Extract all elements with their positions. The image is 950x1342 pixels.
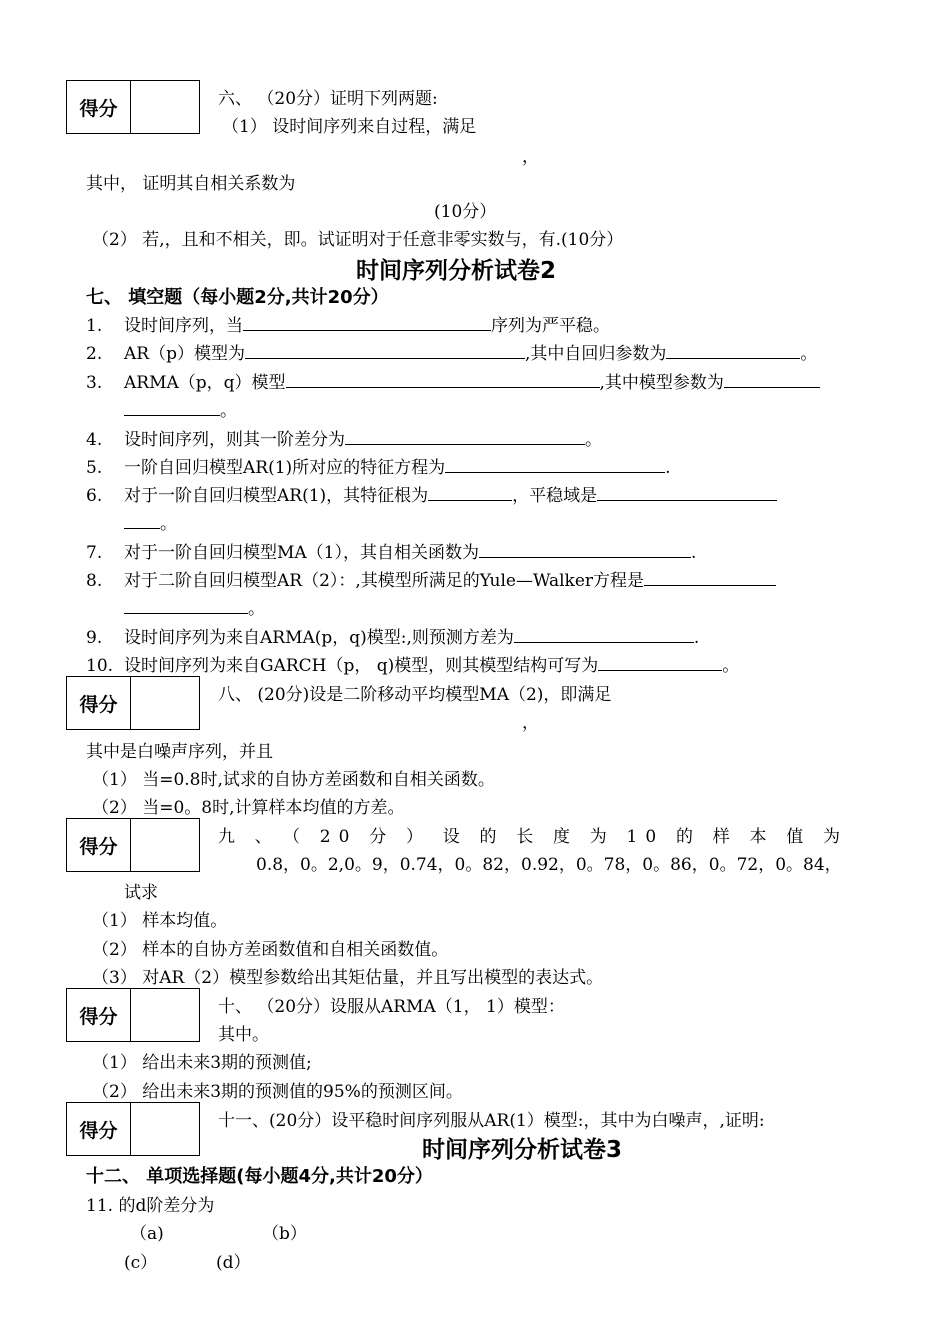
q9-line3: （2） 样本的自协方差函数值和自相关函数值。 [92, 940, 449, 960]
choice-item-11: 11. 的d阶差分为 [86, 1196, 215, 1216]
option-b[interactable]: （b） [262, 1224, 307, 1244]
q11-heading: 十一、(20分）设平稳时间序列服从AR(1）模型:，其中为白噪声，,证明: [218, 1111, 765, 1131]
score-box-q10 [66, 988, 200, 1042]
q9-line4: （3） 对AR（2）模型参数给出其矩估量，并且写出模型的表达式。 [92, 968, 604, 988]
fill-item-5: 5. 一阶自回归模型AR(1)所对应的特征方程为 . [86, 458, 671, 478]
score-label: 得分 [67, 677, 131, 729]
answer-blank[interactable] [666, 342, 800, 359]
q8-line2: （1） 当=0.8时,试求的自协方差函数和自相关函数。 [92, 770, 495, 790]
option-a[interactable]: （a) [130, 1224, 164, 1244]
q8-line3: （2） 当=0。8时,计算样本均值的方差。 [92, 798, 405, 818]
score-box-q8 [66, 676, 200, 730]
score-label: 得分 [67, 989, 131, 1041]
fill-item-6-cont: 。 [124, 509, 177, 534]
section12-heading: 十二、 单项选择题(每小题4分,共计20分） [86, 1166, 433, 1187]
q8-line1: 其中是白噪声序列，并且 [86, 742, 273, 762]
answer-blank[interactable] [598, 654, 722, 671]
answer-blank[interactable] [243, 314, 491, 331]
answer-blank[interactable] [479, 541, 691, 558]
score-value-cell[interactable] [131, 989, 199, 1041]
answer-blank[interactable] [445, 456, 665, 473]
fill-item-3: 3. ARMA（p，q）模型 ,其中模型参数为 [86, 368, 820, 393]
answer-blank[interactable] [724, 371, 820, 388]
answer-blank[interactable] [124, 399, 220, 416]
q10-line2: （1） 给出未来3期的预测值; [92, 1053, 312, 1073]
score-label: 得分 [67, 819, 131, 871]
fill-item-10: 10. 设时间序列为来自GARCH（p， q)模型，则其模型结构可写为 。 [86, 656, 740, 676]
fill-item-9: 9. 设时间序列为来自ARMA(p，q)模型:,则预测方差为 . [86, 628, 700, 648]
q6-part2: （2） 若,，且和不相关，即。试证明对于任意非零实数与，有.(10分） [92, 230, 624, 250]
fill-item-1: 1. 设时间序列，当 序列为严平稳。 [86, 316, 610, 336]
q6-comma: ， [522, 147, 539, 167]
q6-part1-cont: 其中， 证明其自相关系数为 [86, 174, 296, 194]
option-d[interactable]: (d） [216, 1253, 251, 1273]
fill-item-8: 8. 对于二阶自回归模型AR（2）：,其模型所满足的Yule—Walker方程是 [86, 566, 776, 591]
answer-blank[interactable] [514, 626, 694, 643]
answer-blank[interactable] [245, 342, 525, 359]
fill-item-7: 7. 对于一阶自回归模型MA（1），其自相关函数为 . [86, 543, 697, 563]
q8-heading: 八、 (20分)设是二阶移动平均模型MA（2)，即满足 [218, 685, 612, 705]
q9-heading: 九、（20分）设的长度为10的样本值为 [218, 827, 848, 844]
fill-item-8-cont: 。 [124, 594, 265, 619]
answer-blank[interactable] [428, 484, 512, 501]
answer-blank[interactable] [597, 484, 777, 501]
fill-item-6: 6. 对于一阶自回归模型AR(1)，其特征根为 ，平稳域是 [86, 481, 777, 506]
answer-blank[interactable] [644, 569, 776, 586]
score-value-cell[interactable] [131, 81, 199, 133]
score-label: 得分 [67, 1103, 131, 1155]
q10-heading: 十、 （20分）设服从ARMA（1， 1）模型： [218, 997, 565, 1017]
fill-item-2: 2. AR（p）模型为 ,其中自回归参数为 。 [86, 344, 818, 364]
score-label: 得分 [67, 81, 131, 133]
answer-blank[interactable] [345, 428, 585, 445]
q8-comma: ， [522, 713, 539, 733]
q10-line3: （2） 给出未来3期的预测值的95%的预测区间。 [92, 1082, 463, 1102]
q9-sample-values: 0.8，0。2,0。9，0.74，0。82，0.92，0。78，0。86，0。72，0。84， [256, 855, 842, 875]
fill-item-4: 4. 设时间序列，则其一阶差分为 。 [86, 430, 602, 450]
q6-score-note: (10分） [434, 202, 497, 222]
score-box-q6 [66, 80, 200, 134]
score-value-cell[interactable] [131, 819, 199, 871]
score-value-cell[interactable] [131, 1103, 199, 1155]
paper3-title: 时间序列分析试卷3 [422, 1137, 623, 1163]
option-c[interactable]: (c） [124, 1253, 158, 1273]
q9-line2: （1） 样本均值。 [92, 911, 228, 931]
answer-blank[interactable] [124, 597, 248, 614]
fill-item-3-cont: 。 [124, 396, 237, 421]
q6-part1: （1） 设时间序列来自过程，满足 [222, 117, 477, 137]
q6-heading: 六、 （20分）证明下列两题: [218, 89, 438, 109]
paper2-title: 时间序列分析试卷2 [356, 258, 557, 284]
score-box-q11 [66, 1102, 200, 1156]
q10-line1: 其中。 [218, 1025, 269, 1045]
answer-blank[interactable] [124, 512, 160, 529]
q9-line1: 试求 [124, 883, 158, 903]
score-box-q9 [66, 818, 200, 872]
answer-blank[interactable] [286, 371, 600, 388]
section7-heading: 七、 填空题（每小题2分,共计20分） [86, 287, 389, 308]
score-value-cell[interactable] [131, 677, 199, 729]
